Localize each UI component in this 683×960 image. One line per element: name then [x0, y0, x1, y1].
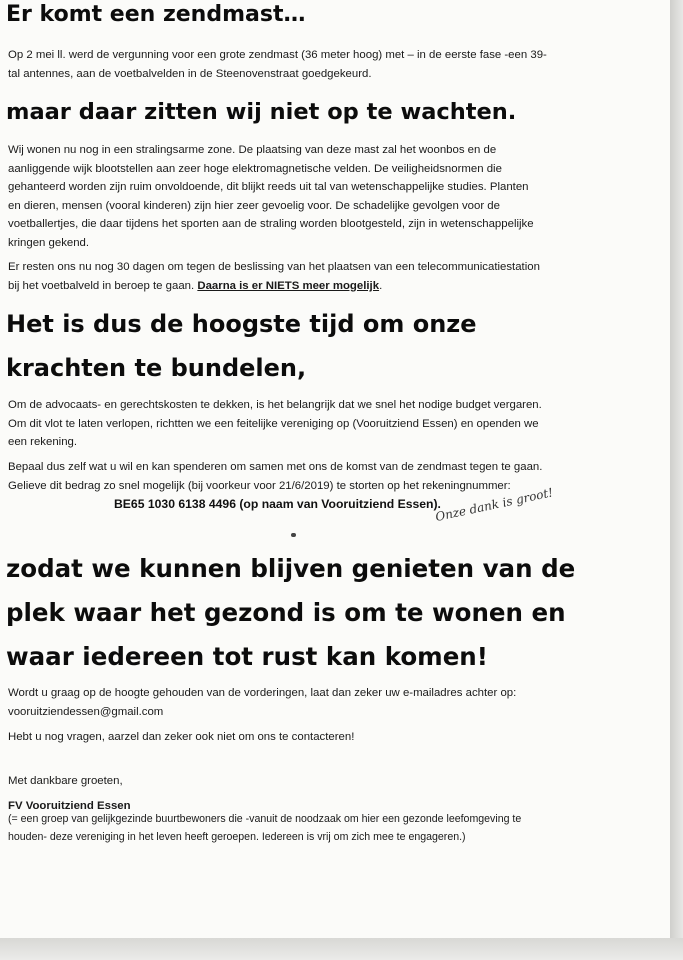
- heading-rust: waar iedereen tot rust kan komen!: [6, 642, 488, 671]
- page-edge-shadow: [670, 0, 683, 960]
- deadline-paragraph: [8, 258, 540, 295]
- bank-account-number: BE65 1030 6138 4496 (op naam van Vooruitziend Essen).: [114, 497, 441, 511]
- radiation-line-3: gehanteerd worden zijn ruim onvoldoende, dit blijkt reeds uit tal van wetenschappelijke studies. Planten: [8, 181, 529, 194]
- radiation-line-2: aanliggende wijk blootstellen aan zeer hoge elektromagnetische velden. De veiligheidsnormen die: [8, 162, 502, 175]
- intro-line-1: Op 2 mei ll. werd de vergunning voor een grote zendmast (36 meter hoog) met – in de eerste fase -een 39-: [8, 49, 547, 61]
- updates-paragraph: [8, 684, 516, 721]
- heading-zendmast: Er komt een zendmast…: [6, 2, 306, 27]
- deadline-line-2: bij het voetbalveld in beroep te gaan.: [8, 279, 198, 292]
- intro-line-2: tal antennes, aan de voetbalvelden in de Steenovenstraat goedgekeurd.: [8, 67, 372, 80]
- costs-line-2: Om dit vlot te laten verlopen, richtten we een feitelijke vereniging op (Vooruitziend Essen) en openden we: [8, 417, 539, 430]
- costs-paragraph: [8, 396, 542, 452]
- heading-blijven-genieten: zodat we kunnen blijven genieten van de: [6, 554, 576, 583]
- deadline-line-1: Er resten ons nu nog 30 dagen om tegen de beslissing van het plaatsen van een telecommunicatiestation: [8, 261, 540, 273]
- radiation-line-6: kringen gekend.: [8, 236, 90, 249]
- signature-note-line-2: houden- deze vereniging in het leven heeft geroepen. Iedereen is vrij om zich mee te engageren.): [8, 830, 466, 843]
- signature: FV Vooruitziend Essen: [8, 800, 131, 812]
- radiation-line-5: voetballertjes, die daar tijdens het sporten aan de straling worden blootgesteld, zijn in wetenschappelijke: [8, 218, 534, 231]
- intro-paragraph: [8, 46, 547, 83]
- heading-niet-wachten: maar daar zitten wij niet op te wachten.: [6, 99, 517, 125]
- radiation-line-1: Wij wonen nu nog in een stralingsarme zone. De plaatsing van deze mast zal het woonbos en de: [8, 144, 497, 156]
- deadline-suffix: .: [379, 279, 383, 292]
- heading-plek-gezond: plek waar het gezond is om te wonen en: [6, 598, 566, 627]
- signature-note-line-1: (= een groep van gelijkgezinde buurtbewoners die -vanuit de noodzaak om hier een gezonde leefomgeving te: [8, 813, 522, 825]
- questions-paragraph: Hebt u nog vragen, aarzel dan zeker ook niet om ons te contacteren!: [8, 731, 355, 743]
- signature-note: [8, 811, 521, 846]
- heading-krachten: krachten te bundelen,: [6, 354, 307, 382]
- contact-email: vooruitziendessen@gmail.com: [8, 705, 164, 718]
- deadline-emphasis: Daarna is er NIETS meer mogelijk: [197, 279, 380, 292]
- donation-paragraph: [8, 458, 542, 495]
- donation-line-2: Gelieve dit bedrag zo snel mogelijk (bij voorkeur voor 21/6/2019) te storten op het rekeningnummer:: [8, 479, 511, 492]
- closing-greeting: Met dankbare groeten,: [8, 775, 123, 787]
- costs-line-1: Om de advocaats- en gerechtskosten te dekken, is het belangrijk dat we snel het nodige budget vergaren.: [8, 399, 542, 411]
- paper-speck: [291, 533, 296, 537]
- handwritten-thanks-note: Onze dank is groot!: [434, 485, 555, 524]
- donation-line-1: Bepaal dus zelf wat u wil en kan spenderen om samen met ons de komst van de zendmast tegen te gaan.: [8, 461, 543, 473]
- radiation-paragraph: [8, 141, 534, 253]
- radiation-line-4: en dieren, mensen (vooral kinderen) zijn hier zeer gevoelig voor. De schadelijke gevolgen voor de: [8, 199, 500, 212]
- costs-line-3: een rekening.: [8, 436, 78, 449]
- page-bottom-shadow: [0, 938, 683, 960]
- updates-line-1: Wordt u graag op de hoogte gehouden van de vorderingen, laat dan zeker uw e-mailadres achter op:: [8, 687, 517, 699]
- heading-hoogste-tijd: Het is dus de hoogste tijd om onze: [6, 310, 477, 338]
